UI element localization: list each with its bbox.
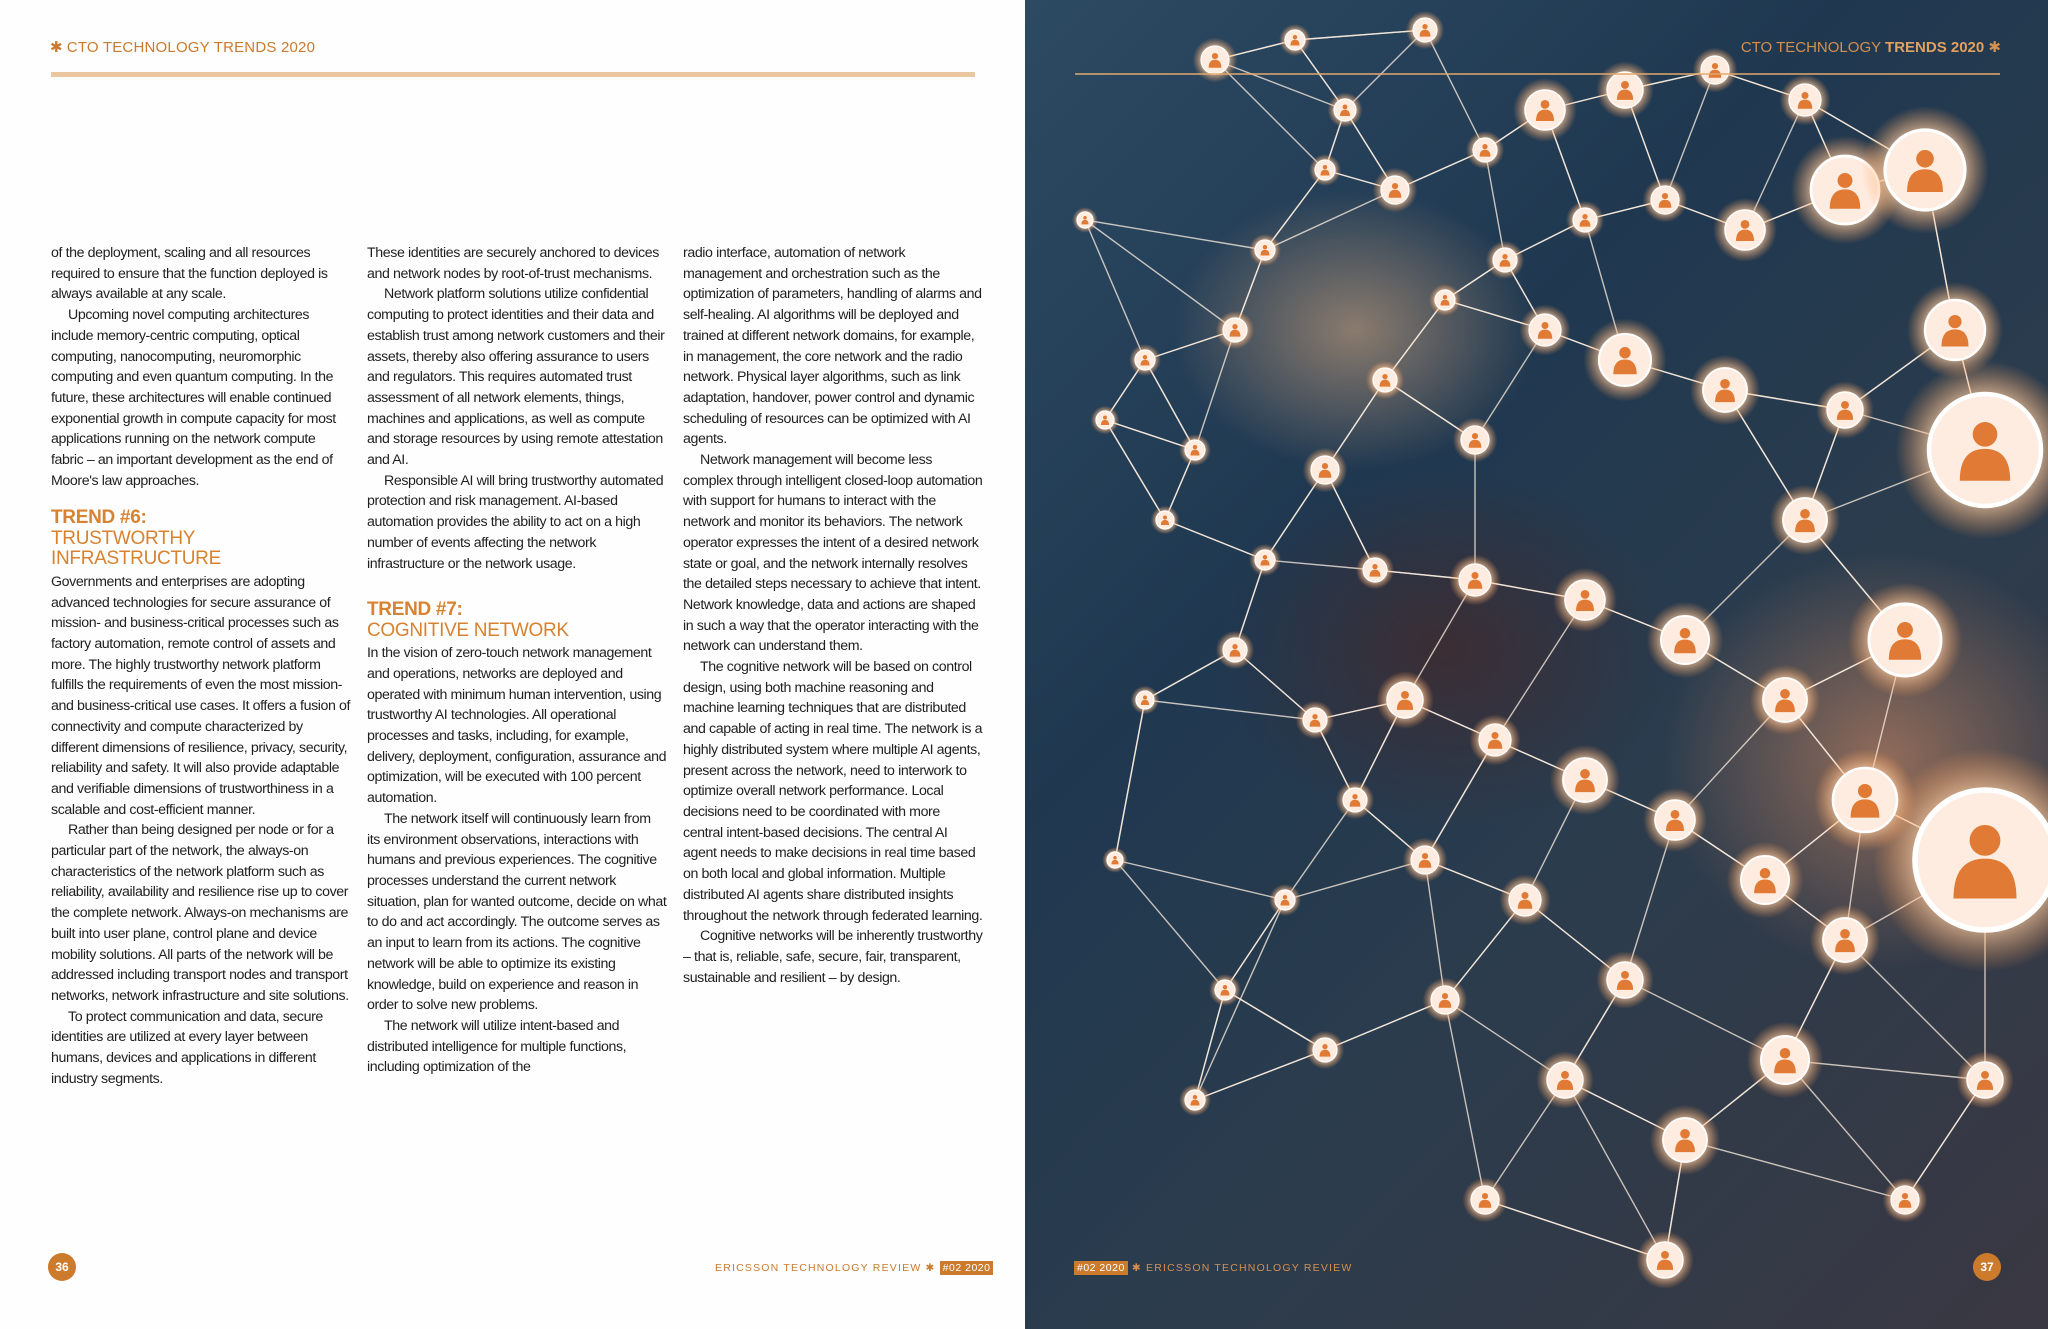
network-link [1425,30,1485,150]
person-node-icon [1403,838,1448,883]
page-number-right: 37 [1973,1253,2001,1281]
person-node-icon [1423,978,1468,1023]
person-node-icon [1249,544,1281,576]
person-node-icon [1816,381,1874,439]
paragraph: Network management will become less complex through intelligent closed-loop automation with support for humans to interact with the network and monitor its behaviors. The network operator expresses the intent of a desired network state or goal, and the network internally resolves the detailed steps necessary to achieve that intent. Network knowledge, data and actions are shaped in such a way that the operator interacting with the network can understand them. [683,452,983,655]
running-header-left [50,38,315,56]
header-rule-right [1075,73,2000,75]
person-node-icon [1693,48,1738,93]
person-node-icon [1463,1178,1508,1223]
paragraph: of the deployment, scaling and all resources required to ensure that the function deployed is always available at any scale. [51,245,328,303]
person-node-icon [1279,24,1311,56]
person-node-icon [1499,874,1550,925]
trend-7-heading [367,600,667,641]
paragraph: Governments and enterprises are adopting advanced technologies for secure assurance of mission- and business-critical processes such as factory automation, remote control of assets and more. The highly trustworthy network platform fulfills the requirements of even the most mission- and business-critical use cases. It offers a fusion of connectivity and compute characterized by different dimensions of resilience, privacy, security, reliability and safety. It will also provide adaptable and verifiable dimensions of trustworthiness in a scalable and cost-efficient manner. [51,573,351,818]
paragraph: radio interface, automation of network management and orchestration such as the optimization of parameters, handling of alarms and self-healing. AI algorithms will be deployed and trained at different network domains, for example, in management, the core network and the radio network. Physical layer algorithms, such as link adaptation, handover, power control and dynamic scheduling of resources can be optimized with AI agents. [683,245,982,448]
person-node-icon [1713,198,1777,262]
trend-number: TREND #7: [367,599,463,621]
person-node-icon [1469,714,1520,765]
person-node-icon [1810,905,1880,975]
person-node-icon [1647,602,1724,679]
publication-name: ✱ ERICSSON TECHNOLOGY REVIEW [1131,1262,1353,1274]
person-node-icon [1296,701,1334,739]
person-node-icon [1814,749,1916,851]
paragraph: Rather than being designed per node or for a particular part of the network, the always-on characteristics of the network platform such as reliability, availability and resilience rise up to cover the complete network. Always-on mechanisms are built into user plane, control plane and device mobility solutions. All parts of the network will be addressed including transport nodes and transport networks, network infrastructure and site solutions. [51,822,349,1004]
person-node-icon [1179,434,1211,466]
person-node-icon [1327,92,1362,127]
person-node-icon [1309,154,1341,186]
network-link [1145,700,1315,720]
person-node-icon [1583,318,1666,401]
text-column-3 [683,243,983,988]
network-link [1115,700,1145,860]
running-header-right [1741,38,2001,56]
person-node-icon [1131,686,1160,715]
person-node-icon [1366,361,1404,399]
person-node-icon [1449,554,1500,605]
network-link [1165,520,1265,560]
paragraph: The cognitive network will be based on control design, using both machine reasoning and machine learning techniques that are distributed and capable of acting in real time. The network is a highly distributed system where multiple AI agents, present across the network, need to interwork to optimize overall network performance. Local decisions need to be coordinated with more central intent-based decisions. The central AI agent needs to make decisions in real time based on both local and global information. Multiple distributed AI agents share distributed insights throughout the network through federated learning. [683,659,983,924]
paragraph: The network will utilize intent-based and distributed intelligence for multiple functions, including optimization of the [367,1017,627,1076]
person-node-icon [1269,884,1301,916]
header-rule [51,72,975,77]
person-node-icon [1513,78,1577,142]
person-node-icon [1216,311,1254,349]
network-link [1445,1000,1485,1200]
network-link [1085,220,1145,360]
network-link [1085,220,1235,330]
person-node-icon [1650,1105,1720,1175]
person-node-icon [1406,11,1444,49]
header-title-light: CTO TECHNOLOGY [1740,39,1881,56]
person-node-icon [1429,284,1461,316]
network-graph-illustration [1025,0,2048,1329]
person-node-icon [1519,304,1570,355]
paragraph: Network platform solutions utilize confidential computing to protect identities and their data and establish trust among network customers and their assets, thereby also offering assurance to users and regulators. This requires automated trust assessment of all network elements, things, machines and applications, as well as compute and storage resources by using remote attestation and AI. [367,286,665,469]
person-node-icon [1151,506,1180,535]
publication-name: ERICSSON TECHNOLOGY REVIEW ✱ [715,1262,936,1274]
person-node-icon [1643,178,1688,223]
person-node-icon [1895,360,2048,539]
person-node-icon [1750,665,1820,735]
person-node-icon [1596,951,1654,1009]
person-node-icon [1091,406,1120,435]
asterisk-icon: ✱ [50,39,63,56]
person-node-icon [1596,61,1654,119]
person-node-icon [1072,207,1098,233]
person-node-icon [1747,1022,1824,1099]
paragraph: In the vision of zero-touch network management and operations, networks are deployed and operated with minimum human intervention, using trustworthy AI technologies. All operational processes and tasks, including, for example, delivery, deployment, configuration, assurance and optimization, will be executed with 100 percent automation. [367,645,667,807]
person-node-icon [1643,788,1707,852]
trend-6-heading [51,508,351,570]
person-node-icon [1209,974,1241,1006]
text-column-1 [51,243,351,1090]
network-nodes [1072,11,2048,1289]
person-node-icon [1193,38,1238,83]
person-node-icon [1861,106,1989,234]
person-node-icon [1306,1031,1344,1069]
trend-title: COGNITIVE NETWORK [367,619,569,641]
person-node-icon [1566,201,1604,239]
running-footer-left [715,1262,993,1274]
paragraph: Cognitive networks will be inherently trustworthy – that is, reliable, safe, secure, fair, transparent, sustainable and resilient – by design. [683,928,983,986]
person-node-icon [1373,168,1418,213]
paragraph: These identities are securely anchored to devices and network nodes by root-of-trust mechanisms. [367,245,659,282]
network-link [1115,860,1225,990]
person-node-icon [1453,418,1498,463]
person-node-icon [1779,74,1830,125]
trend-number: TREND #6: [51,507,147,529]
issue-tag: #02 2020 [1074,1261,1128,1275]
page-number-left: 36 [48,1253,76,1281]
person-node-icon [1550,745,1620,815]
person-node-icon [1336,781,1374,819]
person-node-icon [1129,344,1161,376]
person-node-icon [1907,282,2003,378]
person-node-icon [1536,1051,1594,1109]
person-node-icon [1249,234,1281,266]
person-node-icon [1727,842,1804,919]
paragraph: Responsible AI will bring trustworthy automated protection and risk management. AI-based automation provides the ability to act on a high number of events affecting the network infrastructure or the network usage. [367,472,664,572]
asterisk-icon: ✱ [1988,39,2001,56]
text-column-2 [367,243,667,1078]
person-node-icon [1690,355,1760,425]
network-link [1215,60,1325,170]
person-node-icon [1303,448,1348,493]
network-link [1295,30,1425,40]
paragraph: Upcoming novel computing architectures include memory-centric computing, optical computing, nanocomputing, neuromorphic computing and even quantum computing. In the future, these architectures will enable continued exponential growth in compute capacity for most applications running on the network compute fabric – an important development as the end of Moore's law approaches. [51,307,336,489]
header-title-bold: TRENDS 2020 [1885,39,1985,56]
person-node-icon [1770,485,1840,555]
person-node-icon [1102,847,1128,873]
trend-title: TRUSTWORTHY INFRASTRUCTURE [51,527,221,570]
issue-tag: #02 2020 [940,1261,994,1275]
person-node-icon [1356,551,1394,589]
person-node-icon [1636,1231,1694,1289]
person-node-icon [1216,631,1254,669]
person-node-icon [1179,1084,1211,1116]
network-link [1105,420,1165,520]
network-link [1225,900,1285,990]
person-node-icon [1883,1178,1928,1223]
header-title: CTO TECHNOLOGY TRENDS 2020 [66,39,316,56]
person-node-icon [1376,671,1434,729]
person-node-icon [1847,582,1962,697]
paragraph: To protect communication and data, secure identities are utilized at every layer between humans, devices and applications in different industry segments. [51,1008,323,1087]
paragraph: The network itself will continuously learn from its environment observations, interactions with humans and previous experiences. The cognitive processes understand the current network situation, plan for wanted outcome, decide on what to do and act accordingly. The outcome serves as an input to learn from its actions. The cognitive network will be able to optimize its existing knowledge, build on experience and reason in order to solve new problems. [367,810,667,1014]
person-node-icon [1466,131,1504,169]
person-node-icon [1956,1051,2014,1109]
person-node-icon [1486,241,1524,279]
network-link [1565,1080,1665,1260]
running-footer-right [1074,1262,1352,1274]
network-link [1115,860,1285,900]
network-people-image [1025,0,2048,1329]
network-link [1085,220,1265,250]
person-node-icon [1553,568,1617,632]
